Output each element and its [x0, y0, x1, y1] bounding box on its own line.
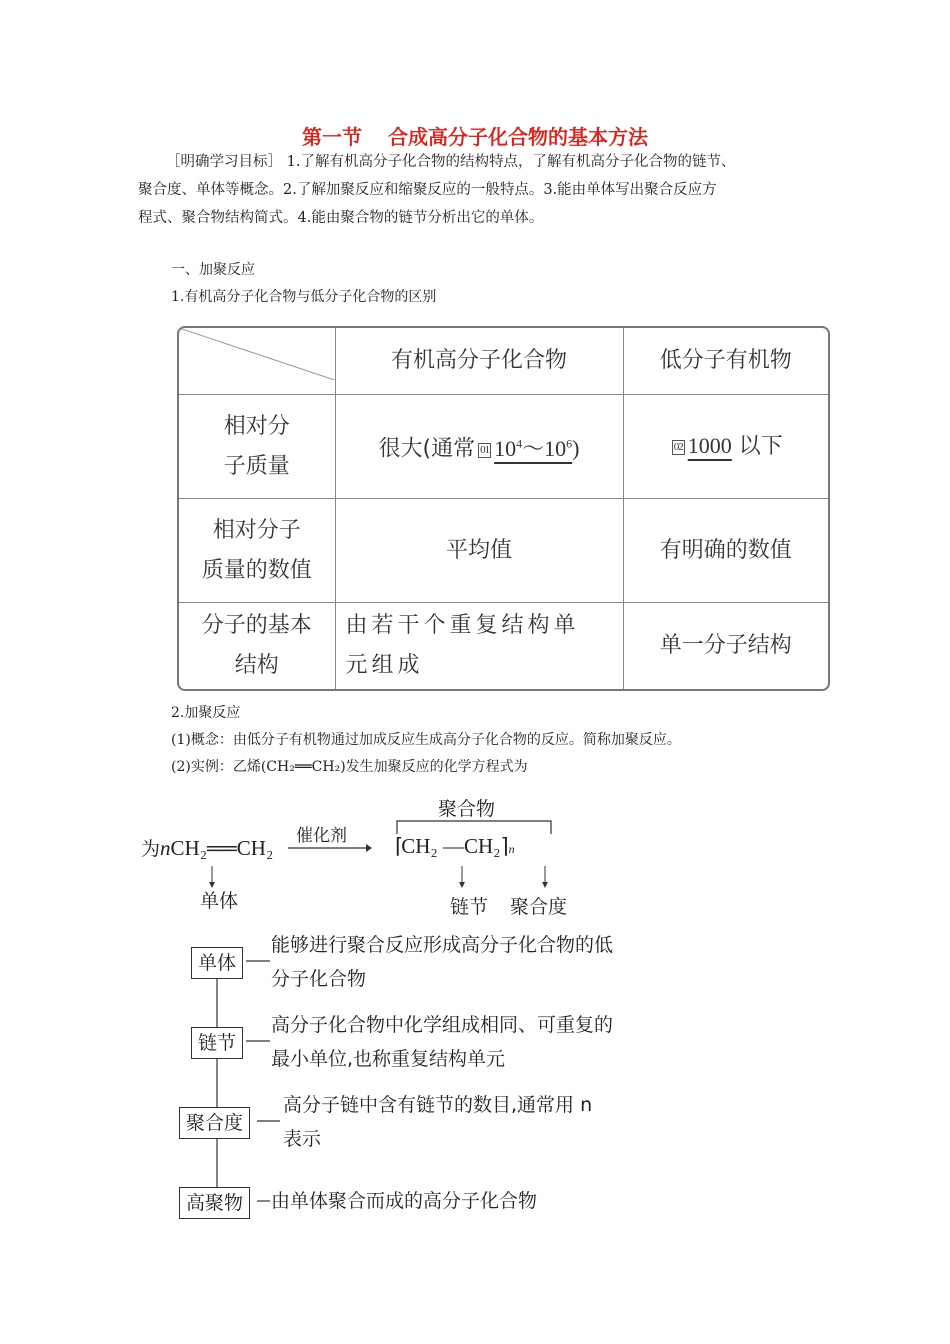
label-arrows: [200, 862, 580, 892]
row-label-line: 结构: [234, 653, 279, 678]
table-cell: [623, 395, 828, 499]
blank-text: ～10: [522, 435, 567, 461]
definition-line: 能够进行聚合反应形成高分子化合物的低: [271, 934, 614, 956]
term-box-monomer: 单体: [191, 947, 243, 979]
table-header: 低分子有机物: [623, 328, 828, 395]
table-cell: 单一分子结构: [623, 603, 828, 690]
definition-line: 分子化合物: [271, 968, 367, 990]
table-cell: [335, 603, 623, 690]
goals-line: ［明确学习目标］ 1.了解有机高分子化合物的结构特点，了解有机高分子化合物的链节、: [166, 154, 736, 170]
cell-text: 很大(通常: [378, 436, 476, 462]
cell-text: ): [572, 435, 580, 461]
table-cell: 平均值: [335, 499, 623, 603]
term-definition: [271, 1008, 613, 1076]
blank-number: 01: [480, 444, 490, 457]
reaction-arrow: [288, 842, 372, 854]
row-label: [179, 499, 335, 603]
prefix-text: 为: [141, 838, 161, 860]
blank-text: 1000: [687, 433, 732, 458]
fill-blank: [669, 433, 732, 458]
definition-line: 表示: [283, 1128, 322, 1150]
comparison-table: [177, 326, 830, 691]
section-heading: 一、加聚反应: [171, 262, 255, 278]
row-label: [179, 603, 335, 690]
terms-connector: [170, 940, 280, 1220]
product: CH₂ —CH₂: [401, 834, 501, 858]
catalyst-label: 催化剂: [296, 826, 347, 846]
degree-label: 聚合度: [510, 896, 568, 918]
monomer-label: 单体: [200, 890, 239, 912]
row-label-line: 子质量: [223, 453, 290, 479]
fill-blank: [475, 436, 572, 461]
term-box-polymer: 高聚物: [179, 1187, 250, 1219]
learning-goals: [138, 148, 818, 232]
table-cell: 有明确的数值: [623, 499, 828, 603]
table-corner-cell: [179, 328, 335, 395]
title-section: 第一节: [302, 125, 362, 149]
bracket-close: ⌉: [500, 834, 509, 858]
cell-text: 以下: [731, 434, 783, 459]
reactant: CH₂══CH₂: [170, 836, 274, 860]
exponent: 6: [566, 436, 573, 451]
diagonal-line: [179, 328, 335, 380]
term-box-chain-unit: 链节: [191, 1027, 243, 1059]
term-definition: [271, 928, 613, 996]
goals-line: 聚合度、单体等概念。2.了解加聚反应和缩聚反应的一般特点。3.能由单体写出聚合反应方: [138, 182, 717, 198]
cell-line: 元组成: [345, 653, 424, 678]
row-label-line: 分子的基本: [201, 613, 312, 638]
blank-text: 10: [494, 435, 517, 461]
reactant-formula: [141, 834, 273, 861]
term-definition: [271, 1184, 537, 1218]
row-label-line: 质量的数值: [201, 557, 312, 583]
term-definition: [283, 1088, 592, 1156]
bracket-open: ⌈: [395, 834, 402, 858]
exponent: 4: [516, 436, 523, 451]
product-formula: [395, 834, 515, 859]
row-label-line: 相对分: [223, 413, 290, 439]
subsection-heading: 2.加聚反应: [171, 705, 241, 721]
definition-line: 最小单位,也称重复结构单元: [271, 1048, 506, 1070]
definition-line: 高分子链中含有链节的数目,通常用 n: [283, 1094, 593, 1116]
subsection-heading: 1.有机高分子化合物与低分子化合物的区别: [171, 289, 437, 305]
definition-line: 高分子化合物中化学组成相同、可重复的: [271, 1014, 614, 1036]
polymer-label: 聚合物: [438, 798, 496, 820]
subscript-n: n: [508, 842, 515, 856]
concept-text: (1)概念：由低分子有机物通过加成反应生成高分子化合物的反应。简称加聚反应。: [171, 732, 681, 748]
chain-unit-label: 链节: [450, 896, 489, 918]
definition-line: 由单体聚合而成的高分子化合物: [271, 1190, 538, 1212]
coefficient: n: [160, 836, 171, 860]
goals-line: 程式、聚合物结构简式。4.能由聚合物的链节分析出它的单体。: [138, 210, 544, 226]
term-box-degree: 聚合度: [179, 1107, 250, 1139]
title-topic: 合成高分子化合物的基本方法: [388, 125, 648, 149]
row-label-line: 相对分子: [212, 517, 301, 543]
row-label: [179, 395, 335, 499]
blank-number: 02: [673, 441, 683, 454]
table-cell: [335, 395, 623, 499]
cell-line: 由若干个重复结构单: [345, 613, 580, 638]
example-text: (2)实例：乙烯(CH₂══CH₂)发生加聚反应的化学方程式为: [171, 759, 528, 775]
table-header: 有机高分子化合物: [335, 328, 623, 395]
page-title: [0, 121, 950, 150]
